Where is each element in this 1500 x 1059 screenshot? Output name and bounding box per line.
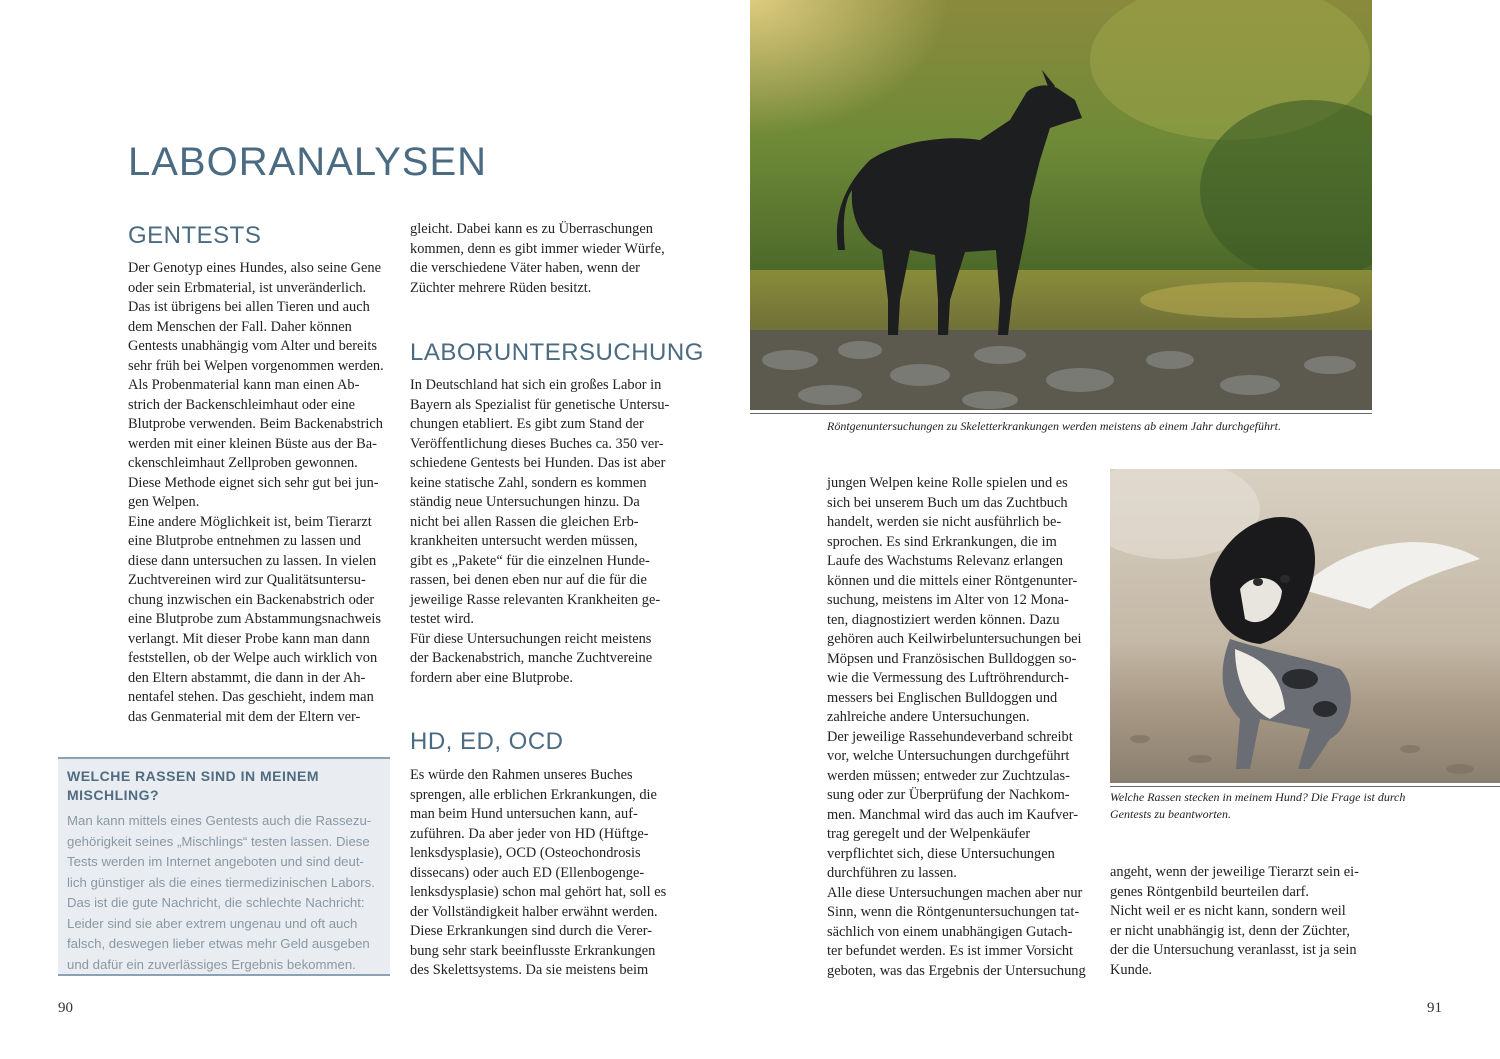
column2-continued-text [410, 220, 675, 298]
text-line: geboten, was das Ergebnis der Untersuchung [827, 962, 1086, 979]
text-line: Als Probenmaterial kann man einen Ab- [128, 377, 360, 393]
text-line: sprengen, alle erblichen Erkrankungen, die [410, 786, 657, 803]
text-line: keine statische Zahl, sondern es kommen [410, 474, 647, 491]
text-line: Gentests unabhängig vom Alter und bereits [128, 338, 377, 354]
text-line: ständig neue Untersuchungen hinzu. Da [410, 494, 640, 510]
text-line: eine Blutprobe zum Abstammungsnachweis [128, 611, 381, 627]
text-line: Eine andere Möglichkeit ist, beim Tierarzt [128, 513, 372, 530]
text-line: durchführen zu lassen. [827, 865, 957, 881]
text-line: sung oder zur Überprüfung der Nachkom- [827, 787, 1070, 803]
text-line: man beim Hund untersuchen kann, auf- [410, 806, 638, 822]
text-line: chung inzwischen ein Backenabstrich oder [128, 591, 375, 608]
text-line: gibt es „Pakete“ für die einzelnen Hunde- [410, 552, 650, 569]
infobox-mischling [58, 757, 390, 976]
text-line: sich bei unserem Buch um das Zuchtbuch [827, 494, 1068, 511]
text-line: der Vollständigkeit halber erwähnt werden. [410, 903, 658, 920]
running-dog-illustration [1110, 469, 1500, 783]
text-line: jeweilige Rasse relevanten Krankheiten ge- [410, 591, 661, 608]
text-line: sehr früh bei Welpen vorgenommen werden. [128, 357, 384, 374]
text-line: gehörigkeit seines „Mischlings“ testen lassen. Diese [67, 833, 370, 849]
text-line: angeht, wenn der jeweilige Tierarzt sein ei- [1110, 864, 1359, 880]
text-line: ten, diagnostiziert werden können. Dazu [827, 611, 1060, 628]
caption-photo-1: Röntgenuntersuchungen zu Skeletterkrankungen werden meistens ab einem Jahr durchgeführt. [827, 419, 1282, 433]
text-line: strich der Backenschleimhaut oder eine [128, 396, 355, 413]
text-line: werden mit einer kleinen Büste aus der Ba- [128, 435, 377, 452]
text-line: Der Genotyp eines Hundes, also seine Gene [128, 260, 381, 276]
text-line: des Skelettsystems. Da sie meistens beim [410, 962, 649, 978]
page-number-left: 90 [58, 1000, 73, 1016]
text-line: falsch, deswegen lieber etwas mehr Geld ausgeben [67, 936, 370, 951]
text-line: zuführen. Da aber jeder von HD (Hüftge- [410, 825, 649, 842]
right-column-1-text [827, 474, 1092, 981]
text-line: vor, welche Untersuchungen durchgeführt [827, 748, 1070, 764]
text-line: sprochen. Es sind Erkrankungen, die im [827, 533, 1057, 550]
text-line: verlangt. Mit dieser Probe kann man dann [128, 630, 370, 647]
text-line: fordern aber eine Blutprobe. [410, 669, 574, 686]
text-line: Möpsen und Französischen Bulldoggen so- [827, 650, 1077, 667]
heading-gentests: GENTESTS [128, 222, 262, 249]
heading-hd-ed-ocd: HD, ED, OCD [410, 728, 564, 755]
text-line: suchung, meistens im Alter von 12 Mona- [827, 592, 1069, 608]
text-line: jungen Welpen keine Rolle spielen und es [827, 475, 1068, 491]
photo-running-dog [1110, 469, 1500, 783]
photo-dog-in-river [750, 0, 1372, 410]
caption-photo-2: Welche Rassen stecken in meinem Hund? Die Frage ist durch Gentests zu beantworten. [1110, 790, 1406, 821]
text-line: dissecans) oder auch ED (Ellenbogenge- [410, 864, 645, 881]
laboruntersuchung-text [410, 376, 675, 688]
text-line: eine Blutprobe entnehmen zu lassen und [128, 533, 361, 549]
text-line: Das ist übrigens bei allen Tieren und auch [128, 299, 370, 315]
caption-rule-1 [750, 413, 1372, 414]
text-line: nentafel stehen. Das geschieht, indem man [128, 689, 374, 705]
text-line: Leider sind sie aber extrem ungenau und oft auch [67, 915, 358, 931]
text-line: feststellen, ob der Welpe auch wirklich von [128, 650, 378, 666]
text-line: krankheiten untersucht werden müssen, [410, 533, 638, 549]
text-line: In Deutschland hat sich ein großes Labor in [410, 377, 662, 393]
text-line: handelt, werden sie nicht ausführlich be- [827, 514, 1062, 530]
text-line: gehören auch Keilwirbeluntersuchungen bei [827, 631, 1082, 647]
text-line: Züchter mehrere Rüden besitzt. [410, 279, 592, 296]
text-line: rassen, bei denen eben nur auf die für die [410, 572, 647, 588]
right-column-2-text [1110, 863, 1375, 980]
text-line: Sinn, wenn die Röntgenuntersuchungen tat- [827, 904, 1080, 920]
text-line: sächlich von einem unabhängigen Gutach- [827, 923, 1073, 940]
text-line: Alle diese Untersuchungen machen aber nur [827, 884, 1083, 901]
page-title: LABORANALYSEN [128, 140, 488, 184]
dog-river-illustration [750, 0, 1372, 410]
text-line: er nicht unabhängig ist, denn der Züchter, [1110, 922, 1350, 939]
text-line: Laufe des Wachstums Relevanz erlangen [827, 553, 1063, 569]
infobox-title: WELCHE RASSEN SIND IN MEINEM MISCHLING? [67, 768, 320, 803]
text-line: werden müssen; entweder zur Zuchtzulas- [827, 767, 1070, 784]
text-line: Diese Erkrankungen sind durch die Verer- [410, 923, 653, 939]
text-line: bung sehr stark beeinflusste Erkrankungen [410, 942, 656, 959]
text-line: Das ist die gute Nachricht, die schlechte Nachricht: [67, 895, 365, 910]
text-line: diese dann untersuchen zu lassen. In vielen [128, 552, 377, 569]
text-line: Es würde den Rahmen unseres Buches [410, 767, 633, 783]
text-line: testet wird. [410, 611, 474, 627]
text-line: der die Untersuchung veranlasst, ist ja sein [1110, 942, 1357, 958]
text-line: Tests werden im Internet angeboten und sind deut- [67, 854, 364, 869]
text-line: kommen, denn es gibt immer wieder Würfe, [410, 240, 665, 257]
text-line: schiedene Gentests bei Hunden. Das ist aber [410, 455, 666, 471]
text-line: können und die mittels einer Röntgenunter- [827, 572, 1078, 589]
text-line: ckenschleimhaut Zellproben gewonnen. [128, 455, 358, 471]
text-line: Zuchtvereinen wird zur Qualitätsuntersu- [128, 572, 366, 588]
text-line: chungen etabliert. Es gibt zum Stand der [410, 416, 644, 432]
text-line: Diese Methode eignet sich sehr gut bei jun- [128, 474, 379, 491]
text-line: den Eltern abstammt, die dann in der Ah- [128, 669, 366, 686]
text-line: Der jeweilige Rassehundeverband schreibt [827, 728, 1073, 745]
text-line: gen Welpen. [128, 494, 200, 510]
text-line: dem Menschen der Fall. Daher können [128, 318, 352, 335]
text-line: genes Röntgenbild beurteilen darf. [1110, 883, 1310, 900]
hd-ed-ocd-text [410, 766, 675, 981]
text-line: die verschiedene Väter haben, wenn der [410, 260, 640, 276]
text-line: Man kann mittels eines Gentests auch die Rassezu- [67, 813, 372, 828]
infobox-body [67, 811, 375, 975]
text-line: men. Manchmal wird das auch im Kaufver- [827, 806, 1079, 823]
gentests-text [128, 259, 390, 727]
text-line: lenksdysplasie) schon mal gehört hat, soll es [410, 884, 667, 900]
text-line: Kunde. [1110, 961, 1152, 978]
text-line: das Genmaterial mit dem der Eltern ver- [128, 708, 361, 725]
text-line: und dafür ein zuverlässiges Ergebnis bekommen. [67, 956, 356, 972]
text-line: wie die Vermessung des Luftröhrendurch- [827, 670, 1069, 686]
text-line: zahlreiche andere Untersuchungen. [827, 709, 1030, 725]
text-line: messers bei Englischen Bulldoggen und [827, 689, 1058, 706]
text-line: Für diese Untersuchungen reicht meistens [410, 630, 652, 647]
text-line: ter befundet werden. Es ist immer Vorsicht [827, 943, 1074, 959]
text-line: verpflichtet sich, diese Untersuchungen [827, 845, 1055, 862]
text-line: oder sein Erbmaterial, ist unveränderlich. [128, 279, 367, 296]
text-line: der Backenabstrich, manche Zuchtvereine [410, 650, 653, 666]
text-line: trag geregelt und der Welpenkäufer [827, 826, 1031, 842]
heading-laboruntersuchung: LABORUNTERSUCHUNG [410, 339, 704, 366]
text-line: lenksdysplasie), OCD (Osteochondrosis [410, 845, 641, 861]
text-line: lich günstiger als die eines tiermedizinischen Labors. [67, 874, 375, 890]
text-line: nicht bei allen Rassen die gleichen Erb- [410, 513, 639, 530]
text-line: Nicht weil er es nicht kann, sondern weil [1110, 903, 1346, 919]
right-page [750, 0, 1500, 1059]
text-line: gleicht. Dabei kann es zu Überraschungen [410, 221, 653, 237]
text-line: Blutprobe verwenden. Beim Backenabstrich [128, 416, 383, 432]
text-line: Bayern als Spezialist für genetische Untersu- [410, 396, 670, 413]
caption-rule-2 [1110, 786, 1500, 787]
page-number-right: 91 [1427, 1000, 1442, 1016]
text-line: Veröffentlichung dieses Buches ca. 350 ver- [410, 435, 664, 452]
